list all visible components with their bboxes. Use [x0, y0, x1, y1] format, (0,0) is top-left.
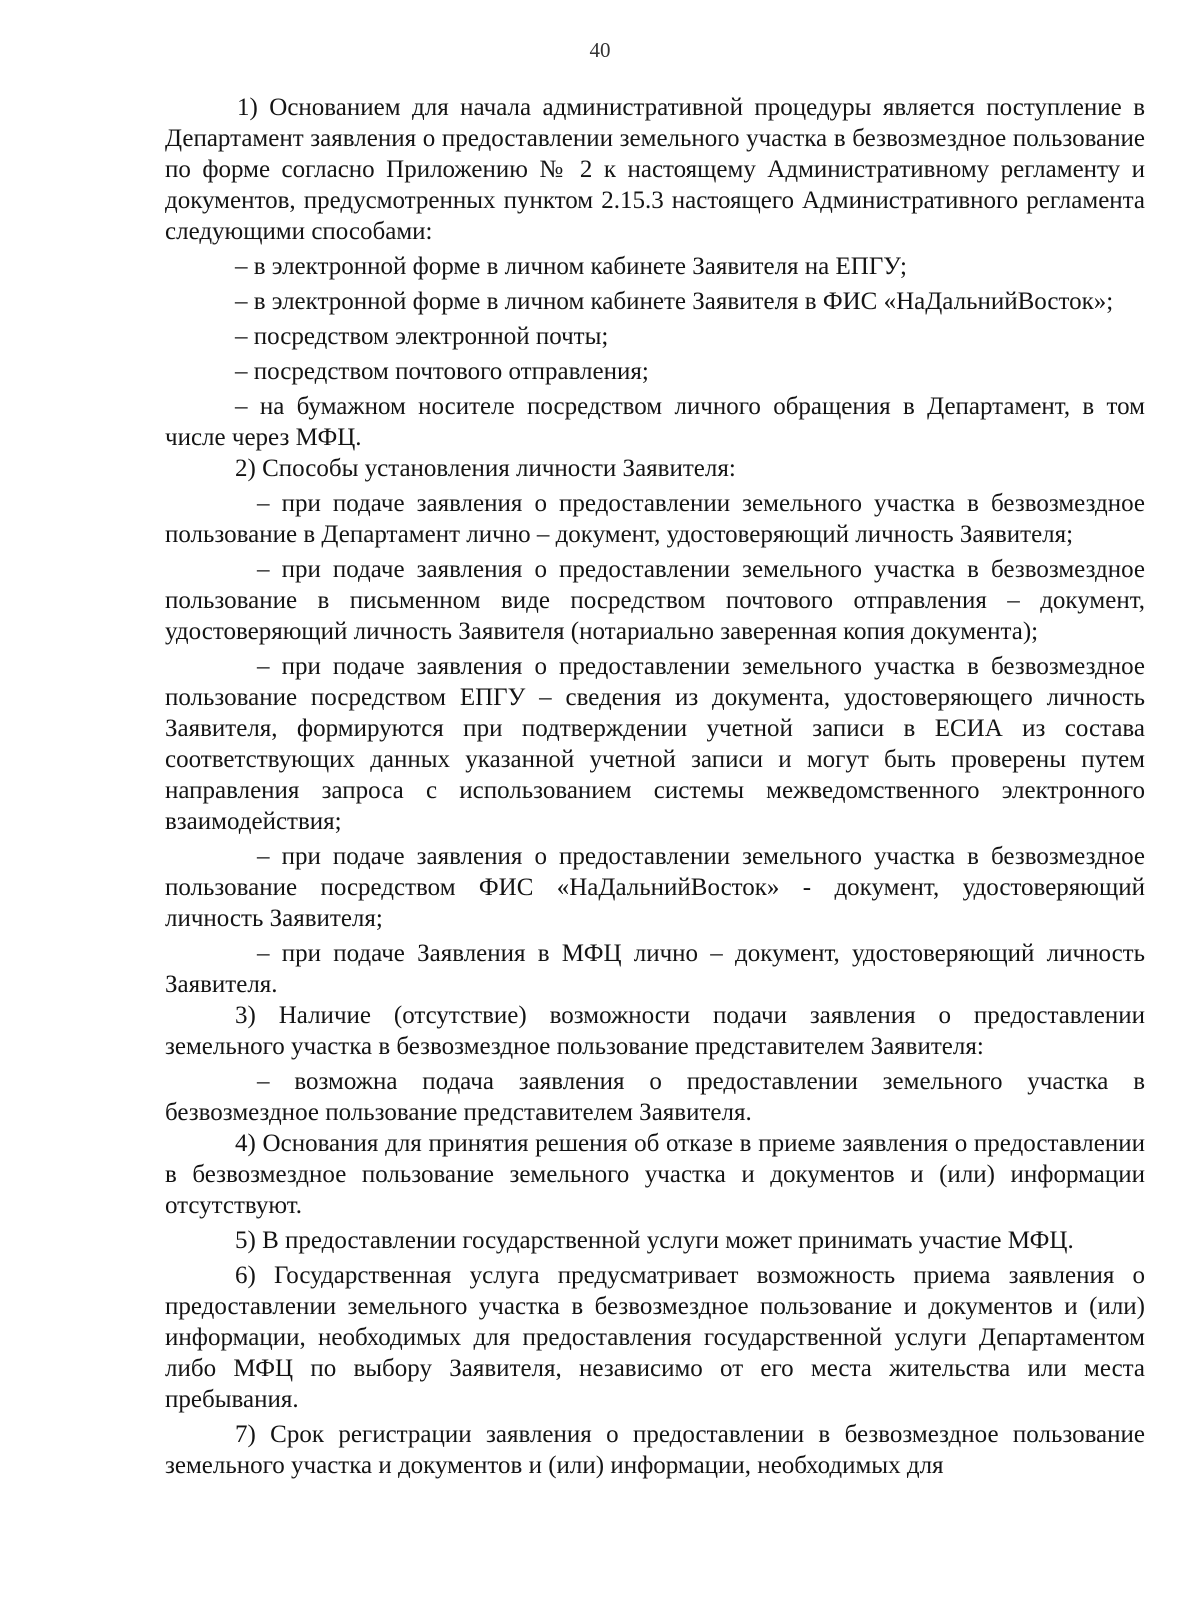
list-item-id-post: – при подаче заявления о предоставлении земельного участка в безвозмездное пользование в письменном виде посредством почтового отправления – документ, удостоверяющий личность Заявителя (нотариально заверенная копия документа);	[165, 556, 1145, 645]
list-item-email: – посредством электронной почты;	[235, 323, 609, 350]
paragraph-2: 2) Способы установления личности Заявителя:	[235, 455, 736, 482]
paragraph-3: 3) Наличие (отсутствие) возможности подачи заявления о предоставлении земельного участка в безвозмездное пользование представителем Заявителя:	[165, 1002, 1145, 1060]
paragraph-4: 4) Основания для принятия решения об отказе в приеме заявления о предоставлении в безвозмездное пользование земельного участка и документов и (или) информации отсутствуют.	[165, 1130, 1145, 1219]
document-body	[165, 92, 1145, 1481]
list-item-id-epgu: – при подаче заявления о предоставлении земельного участка в безвозмездное пользование посредством ЕПГУ – сведения из документа, удостоверяющего личность Заявителя, формируются при подтверждении учетной записи в ЕСИА из состава соответствующих данных указанной учетной записи и могут быть проверены путем направления запроса с использованием системы межведомственного электронного взаимодействия;	[165, 653, 1145, 835]
list-item-paper: – на бумажном носителе посредством личного обращения в Департамент, в том числе через МФЦ.	[165, 393, 1145, 451]
list-item-id-fis: – при подаче заявления о предоставлении земельного участка в безвозмездное пользование посредством ФИС «НаДальнийВосток» - документ, удостоверяющий личность Заявителя;	[165, 843, 1145, 932]
paragraph-7: 7) Срок регистрации заявления о предоставлении в безвозмездное пользование земельного участка и документов и (или) информации, необходимых для	[165, 1421, 1145, 1479]
list-item-epgu: – в электронной форме в личном кабинете Заявителя на ЕПГУ;	[235, 253, 907, 280]
page-number: 40	[589, 38, 611, 62]
paragraph-1: 1) Основанием для начала административной процедуры является поступление в Департамент заявления о предоставлении земельного участка в безвозмездное пользование по форме согласно Приложению № 2 к настоящему Административному регламенту и документов, предусмотренных пунктом 2.15.3 настоящего Административного регламента следующими способами:	[165, 94, 1145, 245]
list-item-id-mfc: – при подаче Заявления в МФЦ лично – документ, удостоверяющий личность Заявителя.	[165, 940, 1145, 998]
list-item-post: – посредством почтового отправления;	[235, 358, 649, 385]
list-item-fis: – в электронной форме в личном кабинете Заявителя в ФИС «НаДальнийВосток»;	[235, 288, 1114, 315]
paragraph-5: 5) В предоставлении государственной услуги может принимать участие МФЦ.	[235, 1227, 1074, 1254]
list-item-id-personal: – при подаче заявления о предоставлении земельного участка в безвозмездное пользование в Департамент лично – документ, удостоверяющий личность Заявителя;	[165, 490, 1145, 548]
list-item-representative: – возможна подача заявления о предоставлении земельного участка в безвозмездное пользование представителем Заявителя.	[165, 1068, 1145, 1126]
paragraph-6: 6) Государственная услуга предусматривает возможность приема заявления о предоставлении земельного участка в безвозмездное пользование и документов и (или) информации, необходимых для предоставления государственной услуги Департаментом либо МФЦ по выбору Заявителя, независимо от его места жительства или места пребывания.	[165, 1262, 1145, 1413]
